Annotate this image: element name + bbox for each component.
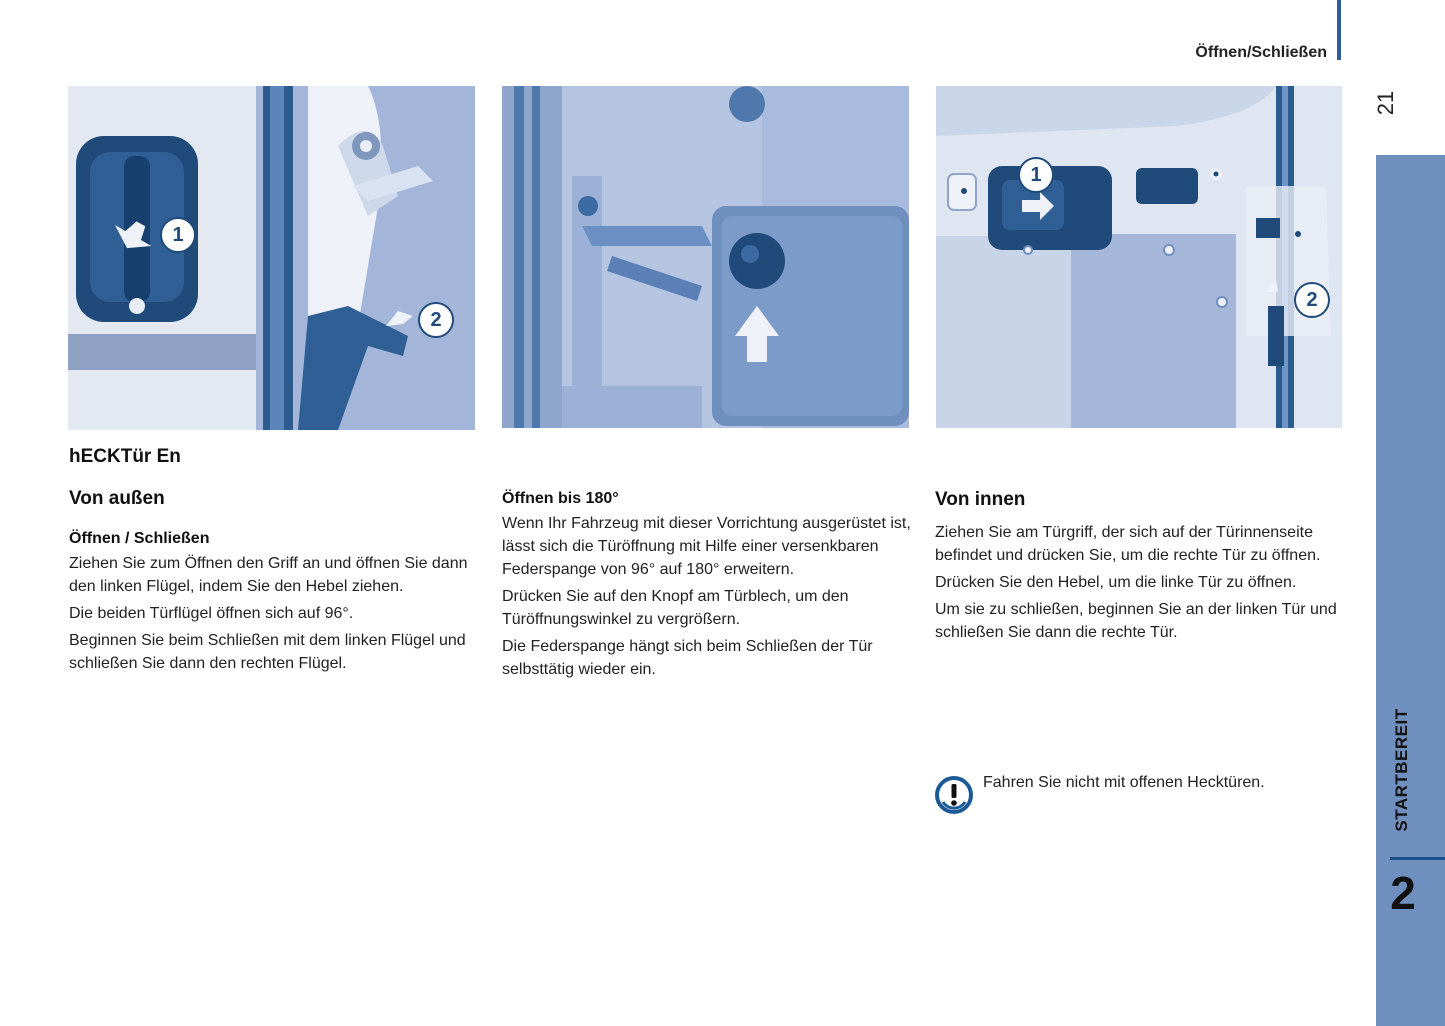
paragraph: Ziehen Sie zum Öffnen den Griff an und öffnen Sie dann den linken Flügel, indem Sie den Hebel ziehen. [69,555,468,595]
page-number: 21 [1373,90,1398,116]
paragraph: Wenn Ihr Fahrzeug mit dieser Vorrichtung ausgerüstet ist, lässt sich die Türöffnung mit Hilfe einer versenkbaren Federspange von 96° auf 180° erweitern. [502,515,911,578]
figure-outside-handle [68,86,475,430]
subsubheading-180: Öffnen bis 180° [502,490,619,507]
figure-180-spring [502,86,909,428]
warning-text: Fahren Sie nicht mit offenen Hecktüren. [983,774,1265,791]
header-rule [1337,0,1341,60]
callout-1: 1 [1018,157,1054,193]
callout-2: 2 [418,302,454,338]
subheading-inside: Von innen [935,489,1026,510]
paragraph: Um sie zu schließen, beginnen Sie an der linken Tür und schließen Sie dann die rechte Tür. [935,601,1337,641]
paragraph: Die beiden Türflügel öffnen sich auf 96°. [69,605,354,622]
paragraph: Die Federspange hängt sich beim Schließen der Tür selbsttätig wieder ein. [502,638,873,678]
paragraph: Beginnen Sie beim Schließen mit dem linken Flügel und schließen Sie dann den rechten Flügel. [69,632,466,672]
chapter-tab-label-box [1376,690,1428,850]
chapter-number: 2 [1390,867,1416,919]
paragraph: Drücken Sie den Hebel, um die linke Tür zu öffnen. [935,574,1297,591]
chapter-tab-rule [1390,857,1445,860]
callout-1: 1 [160,217,196,253]
figure-inside-handle [936,86,1342,428]
paragraph: Ziehen Sie am Türgriff, der sich auf der Türinnenseite befindet und drücken Sie, um die rechte Tür zu öffnen. [935,524,1321,564]
callout-2: 2 [1294,282,1330,318]
warning-icon [935,776,973,814]
column-inside [935,489,1345,648]
paragraph: Drücken Sie auf den Knopf am Türblech, um den Türöffnungswinkel zu vergrößern. [502,588,849,628]
subsubheading-open-close: Öffnen / Schließen [69,530,210,547]
column-outside [69,446,479,679]
subheading-outside: Von außen [69,488,165,509]
chapter-tab-label: STARTBEREIT [1392,708,1411,832]
running-header: Öffnen/Schließen [1195,44,1327,61]
section-heading: hECKTür En [69,446,181,467]
column-180 [502,490,912,685]
